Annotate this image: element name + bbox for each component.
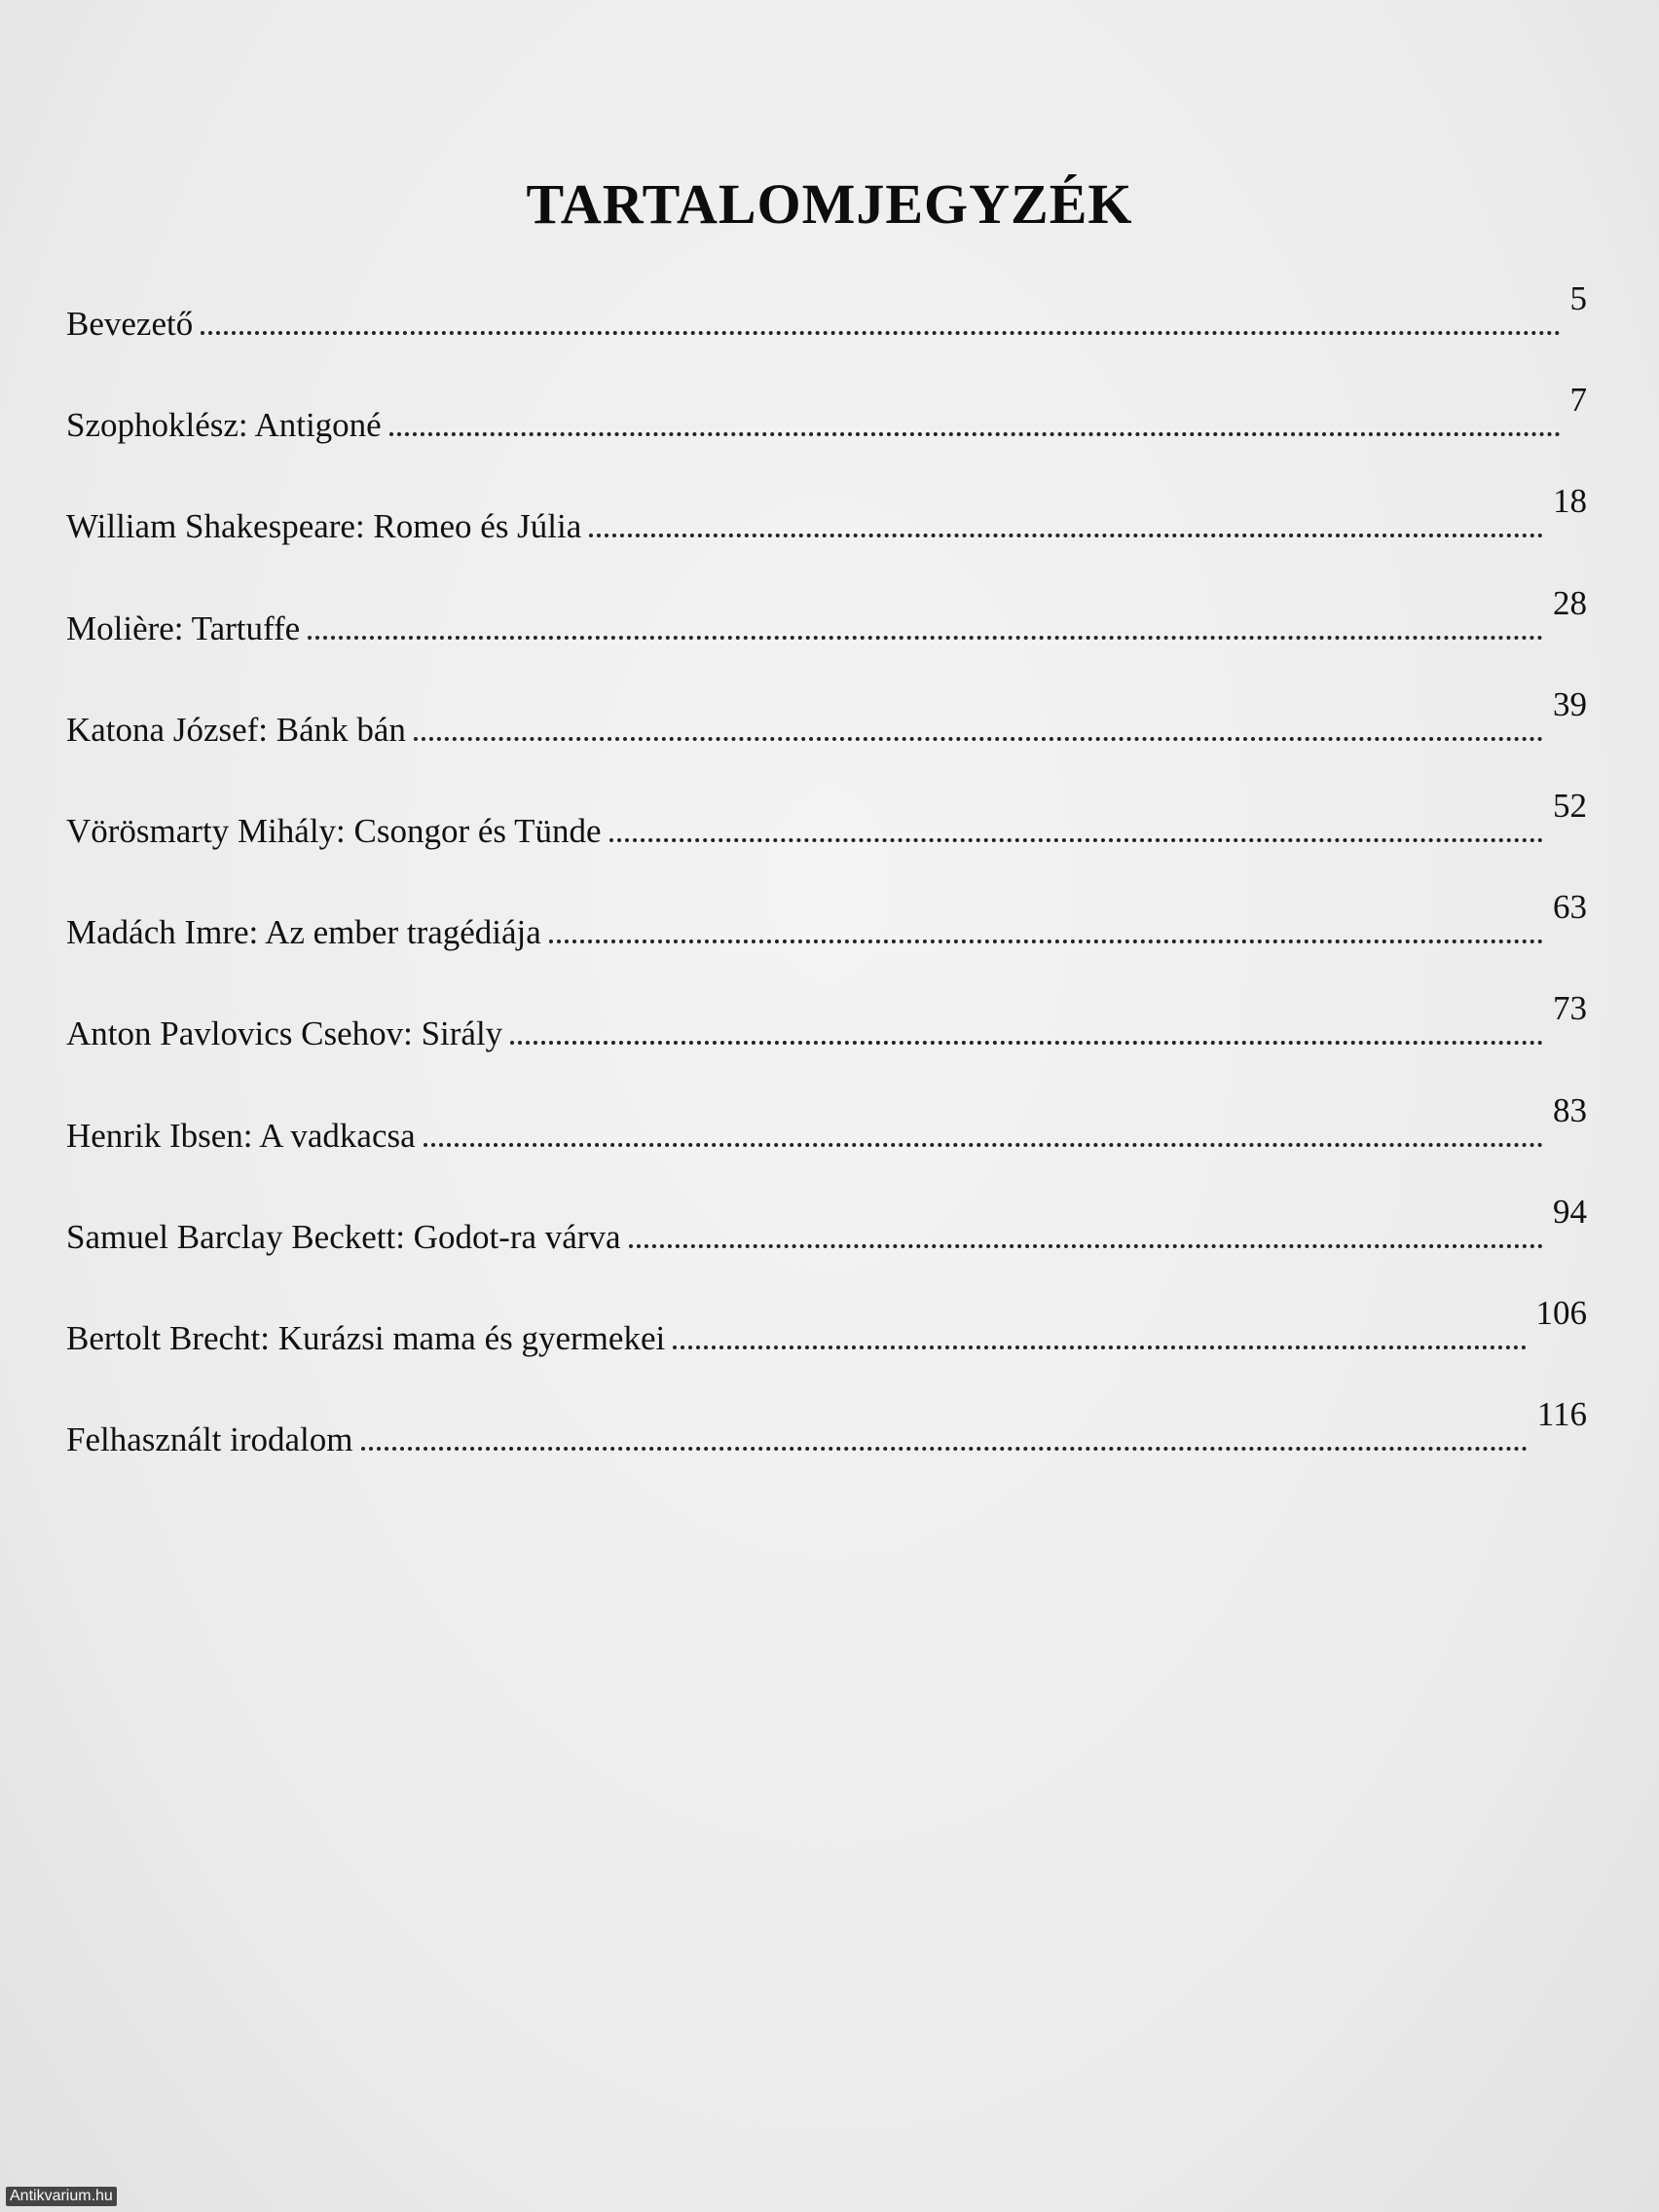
toc-entry	[66, 482, 1587, 545]
toc-leader-dots	[609, 838, 1543, 842]
toc-entry	[66, 989, 1587, 1052]
toc-entry	[66, 685, 1587, 749]
toc-entry-page: 83	[1553, 1091, 1587, 1129]
toc-leader-dots	[424, 1143, 1543, 1147]
toc-entry-page: 18	[1553, 482, 1587, 520]
toc-leader-dots	[201, 331, 1560, 335]
toc-entry-page: 5	[1569, 279, 1587, 317]
toc-entry-page: 39	[1553, 685, 1587, 723]
toc-leader-dots	[308, 636, 1543, 640]
toc-entry-label: Felhasznált irodalom	[66, 1420, 353, 1458]
toc-entry-label: Madách Imre: Az ember tragédiája	[66, 913, 541, 951]
toc-leader-dots	[414, 737, 1543, 741]
toc-entry	[66, 787, 1587, 850]
toc-entry-label: Samuel Barclay Beckett: Godot-ra várva	[66, 1218, 621, 1256]
toc-entry-page: 7	[1569, 381, 1587, 419]
page-title: TARTALOMJEGYZÉK	[526, 172, 1133, 236]
toc-entry-page: 94	[1553, 1193, 1587, 1231]
toc-entry-label: Anton Pavlovics Csehov: Sirály	[66, 1014, 503, 1052]
toc-leader-dots	[549, 940, 1543, 943]
toc-entry-label: Bevezető	[66, 305, 194, 343]
toc-entry	[66, 584, 1587, 647]
watermark-label: Antikvarium.hu	[6, 2187, 117, 2206]
toc-leader-dots	[673, 1346, 1526, 1349]
toc-entry-label: William Shakespeare: Romeo és Júlia	[66, 507, 582, 545]
toc-entry	[66, 381, 1587, 444]
toc-entry-label: Henrik Ibsen: A vadkacsa	[66, 1117, 416, 1155]
toc-entry-page: 106	[1535, 1294, 1587, 1332]
toc-entry-label: Katona József: Bánk bán	[66, 711, 406, 749]
toc-entry-page: 52	[1553, 787, 1587, 825]
toc-entry	[66, 1091, 1587, 1155]
toc-entry-page: 28	[1553, 584, 1587, 622]
toc-leader-dots	[389, 432, 1561, 436]
toc-entry	[66, 1395, 1587, 1458]
toc-entry-label: Molière: Tartuffe	[66, 609, 301, 647]
toc-leader-dots	[629, 1244, 1543, 1248]
toc-leader-dots	[361, 1447, 1528, 1451]
toc-entry	[66, 1193, 1587, 1256]
toc-entry-page: 63	[1553, 888, 1587, 926]
toc-leader-dots	[589, 534, 1543, 537]
toc-leader-dots	[510, 1041, 1543, 1045]
toc-entry-label: Bertolt Brecht: Kurázsi mama és gyermekei	[66, 1319, 666, 1357]
toc-entry	[66, 1294, 1587, 1357]
toc-entry	[66, 279, 1587, 343]
toc-entry-page: 73	[1553, 989, 1587, 1027]
toc-entry-label: Szophoklész: Antigoné	[66, 406, 382, 444]
toc-entry-label: Vörösmarty Mihály: Csongor és Tünde	[66, 812, 602, 850]
toc-entry	[66, 888, 1587, 951]
toc-entry-page: 116	[1536, 1395, 1587, 1433]
